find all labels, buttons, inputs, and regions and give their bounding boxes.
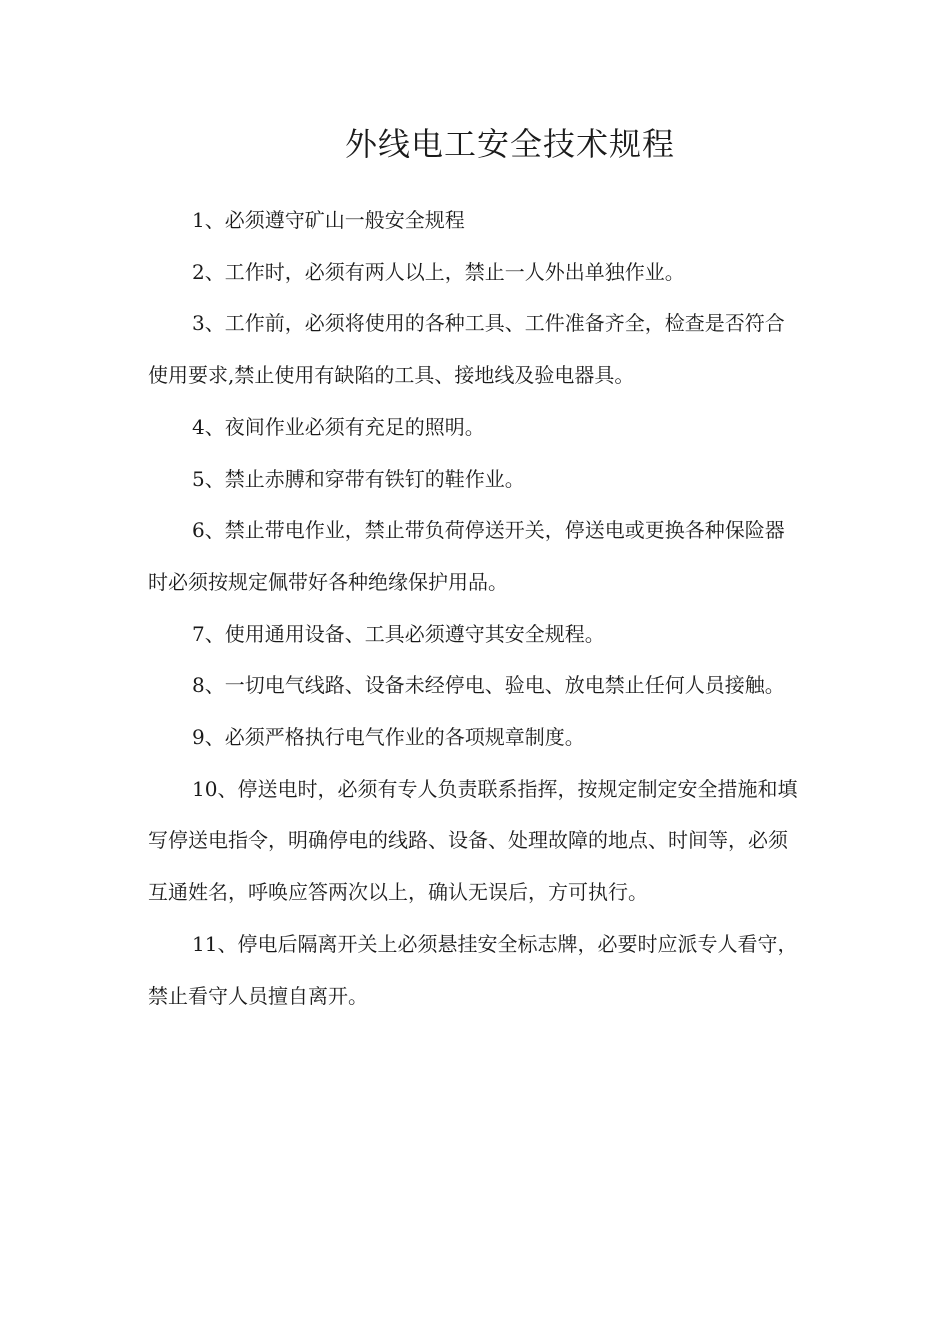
- rule-paragraph-5: 5、禁止赤膊和穿带有铁钉的鞋作业。: [192, 466, 525, 491]
- rule-paragraph-2: 2、工作时，必须有两人以上，禁止一人外出单独作业。: [192, 259, 685, 284]
- rule-paragraph-6: 6、禁止带电作业，禁止带负荷停送开关，停送电或更换各种保险器时必须按规定佩带好各种绝缘保护用品。: [148, 518, 785, 594]
- document-title: 外线电工安全技术规程: [344, 125, 675, 163]
- rule-paragraph-9: 9、必须严格执行电气作业的各项规章制度。: [192, 725, 585, 750]
- document-body: [148, 195, 798, 1022]
- rule-paragraph-4: 4、夜间作业必须有充足的照明。: [192, 414, 485, 439]
- rule-paragraph-10: 10、停送电时，必须有专人负责联系指挥，按规定制定安全措施和填写停送电指令，明确停电的线路、设备、处理故障的地点、时间等，必须互通姓名，呼唤应答两次以上，确认无误后，方可执行。: [148, 776, 798, 905]
- rule-paragraph-11: 11、停电后隔离开关上必须悬挂安全标志牌，必要时应派专人看守，禁止看守人员擅自离开。: [148, 931, 798, 1008]
- rule-paragraph-1: 1、必须遵守矿山一般安全规程: [192, 208, 465, 232]
- rule-paragraph-8: 8、一切电气线路、设备未经停电、验电、放电禁止任何人员接触。: [192, 673, 785, 698]
- rule-paragraph-7: 7、使用通用设备、工具必须遵守其安全规程。: [192, 621, 605, 646]
- rule-paragraph-3: 3、工作前，必须将使用的各种工具、工件准备齐全，检查是否符合使用要求,禁止使用有缺陷的工具、接地线及验电器具。: [148, 311, 785, 388]
